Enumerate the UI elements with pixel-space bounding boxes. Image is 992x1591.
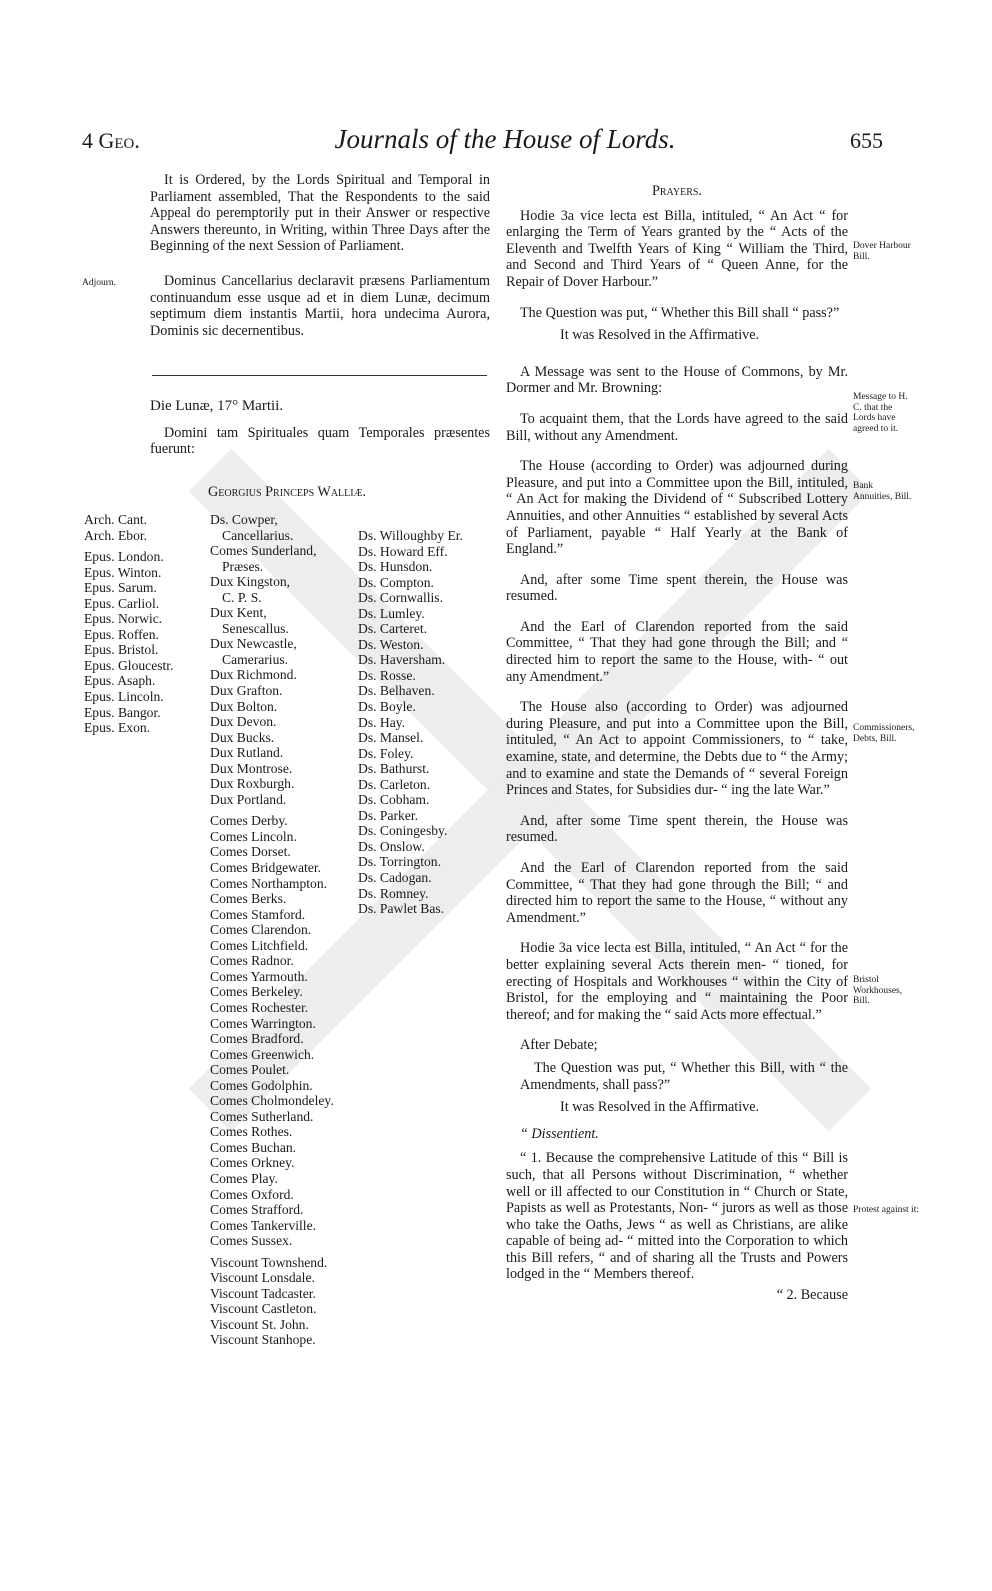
list-item: Dux Richmond. bbox=[210, 667, 297, 683]
list-item: Dux Montrose. bbox=[210, 760, 293, 776]
list-item: Comes Sunderland, bbox=[210, 543, 317, 559]
list-item: Epus. Winton. bbox=[84, 564, 162, 580]
list-item: Comes Derby. bbox=[210, 813, 288, 829]
list-item: Comes Rochester. bbox=[210, 999, 309, 1015]
list-item: Ds. Torrington. bbox=[358, 854, 442, 870]
list-item: Comes Northampton. bbox=[210, 875, 328, 891]
list-item: Ds. Compton. bbox=[358, 574, 434, 590]
list-item: Ds. Foley. bbox=[358, 745, 414, 761]
margin-note-dover: Dover Harbour Bill. bbox=[853, 241, 911, 262]
left-top-block bbox=[150, 172, 490, 353]
list-item: Comes Sutherland. bbox=[210, 1108, 314, 1124]
list-item: Ds. Bathurst. bbox=[358, 761, 430, 777]
catchword: “ 2. Because bbox=[776, 1287, 848, 1304]
list-item: Ds. Carteret. bbox=[358, 621, 428, 637]
list-item: Ds. Willoughby Er. bbox=[358, 528, 463, 543]
list-item: Epus. Lincoln. bbox=[84, 689, 164, 705]
list-item: Epus. Bristol. bbox=[84, 642, 159, 658]
paragraph-commissioners: The House also (according to Order) was adjourned during Pleasure, and put into a Committee upon the Bill, intituled, “ An Act to appoint Commissioners, to “ take, examine, state, and determine, the Debts due to “ the Army; and to examine and state the Demands of “ several Foreign Princes and States, for Subsidies dur- “ ing the late War.” bbox=[506, 699, 848, 799]
list-item: Ds. Pawlet Bas. bbox=[358, 901, 445, 917]
margin-note-bank: Bank Annuities, Bill. bbox=[853, 481, 912, 502]
list-item: Ds. Parker. bbox=[358, 807, 419, 823]
paragraph-report-1: And the Earl of Clarendon reported from the said Committee, “ That they had gone through the Bill; and “ directed him to report the same to the House, with- “ out any Amendment.” bbox=[506, 618, 848, 685]
paragraph-after-debate: After Debate; bbox=[520, 1037, 598, 1054]
list-item: Epus. Exon. bbox=[84, 720, 151, 736]
list-item: Comes Berks. bbox=[210, 891, 287, 907]
session-day: Die Lunæ, 17° Martii. bbox=[150, 398, 284, 414]
list-item: Comes Bradford. bbox=[210, 1031, 304, 1047]
list-item: Ds. Cowper, bbox=[210, 512, 278, 527]
list-item: Epus. Sarum. bbox=[84, 580, 157, 596]
list-item: Epus. London. bbox=[84, 549, 164, 565]
list-item: Ds. Haversham. bbox=[358, 652, 446, 668]
list-item: Ds. Lumley. bbox=[358, 605, 425, 621]
running-head-reign: 4 Geo. bbox=[82, 128, 140, 153]
list-item: Dux Roxburgh. bbox=[210, 776, 295, 792]
list-item: Dux Kingston, bbox=[210, 574, 291, 590]
list-item: Ds. Boyle. bbox=[358, 699, 416, 715]
list-item: Comes Oxford. bbox=[210, 1186, 294, 1202]
list-item: Comes Cholmondeley. bbox=[210, 1093, 334, 1109]
list-item: Ds. Cobham. bbox=[358, 792, 430, 808]
list-item: Viscount Stanhope. bbox=[210, 1332, 316, 1348]
paragraph-question-2: The Question was put, “ Whether this Bill, with “ the Amendments, shall pass?” bbox=[520, 1059, 848, 1093]
list-item: Comes Warrington. bbox=[210, 1015, 316, 1031]
list-item: Ds. Cadogan. bbox=[358, 870, 432, 886]
list-item: Præses. bbox=[222, 558, 264, 574]
margin-note-bristol: Bristol Workhouses, Bill. bbox=[853, 975, 903, 1006]
list-item: Comes Play. bbox=[210, 1170, 278, 1186]
paragraph-bank-annuities: The House (according to Order) was adjourned during Pleasure, and put into a Committee upon the Bill, intituled, “ An Act for making the Dividend of “ Subscribed Lottery Annuities, and other Annuities “ established by several Acts of Parliament, payable “ Half Yearly at the Bank of England.” bbox=[506, 458, 848, 558]
list-item: Comes Greenwich. bbox=[210, 1046, 315, 1062]
list-item: Ds. Cornwallis. bbox=[358, 590, 443, 606]
list-item: Arch. Cant. bbox=[84, 512, 148, 527]
paragraph-resolved: It was Resolved in the Affirmative. bbox=[560, 327, 760, 344]
list-item: Dux Devon. bbox=[210, 714, 277, 730]
page-title: Journals of the House of Lords. bbox=[334, 124, 676, 154]
list-item: Epus. Carliol. bbox=[84, 595, 160, 611]
list-item: Viscount Tadcaster. bbox=[210, 1285, 316, 1301]
list-item: Comes Strafford. bbox=[210, 1202, 304, 1218]
paragraph-resumed-2: And, after some Time spent therein, the House was resumed. bbox=[506, 812, 848, 846]
list-item: Ds. Belhaven. bbox=[358, 683, 435, 699]
list-item: Comes Sussex. bbox=[210, 1233, 293, 1249]
paragraph-protest-reason-1: “ 1. Because the comprehensive Latitude of this “ Bill is such, that all Persons without Discrimination, “ whether well or ill affected to our Constitution in “ Church or State, Papists as well as Protestants, Non- “ jurors as well as those who take the Oaths, Jews “ as well as Christians, are alike capable of being ad- “ mitted into the Corporation to which this Bill refers, “ and of sharing all the Trusts and Powers lodged in the “ Members thereof. bbox=[506, 1150, 848, 1283]
list-item: Dux Bolton. bbox=[210, 698, 278, 714]
list-item: Comes Yarmouth. bbox=[210, 968, 308, 984]
list-item: Ds. Howard Eff. bbox=[358, 543, 448, 559]
list-item: Ds. Romney. bbox=[358, 885, 429, 901]
paragraph-dissentient: “ Dissentient. bbox=[520, 1125, 599, 1142]
list-item: Viscount Townshend. bbox=[210, 1254, 328, 1270]
list-item: Viscount Castleton. bbox=[210, 1301, 317, 1317]
list-item: Epus. Bangor. bbox=[84, 704, 161, 720]
paragraph-bristol-bill: Hodie 3a vice lecta est Billa, intituled, “ An Act “ for the better explaining several Acts therein men- “ tioned, for erecting of Hospitals and Workhouses “ within the City of Bristol, for the employing and “ maintaining the Poor thereof; and for making the “ said Acts more effectual.” bbox=[506, 940, 848, 1023]
list-item: Comes Buchan. bbox=[210, 1139, 297, 1155]
list-item: Dux Portland. bbox=[210, 791, 287, 807]
list-item: Comes Berkeley. bbox=[210, 984, 303, 1000]
margin-note-commissioners: Commissioners, Debts, Bill. bbox=[853, 723, 915, 744]
paragraph-resolved-2: It was Resolved in the Affirmative. bbox=[560, 1099, 760, 1116]
list-item: Dux Newcastle, bbox=[210, 636, 297, 652]
list-item: Dux Kent, bbox=[210, 605, 267, 621]
list-item: Ds. Rosse. bbox=[358, 667, 416, 683]
list-item: Cancellarius. bbox=[222, 527, 294, 543]
list-bishops bbox=[84, 512, 173, 736]
order-paragraph: It is Ordered, by the Lords Spiritual and Temporal in Parliament assembled, That the Respondents to the said Appeal do peremptorily put in their Answer or respective Answers thereunto, in Writing, within Three Days after the Beginning of the next Session of Parliament. bbox=[150, 172, 490, 255]
list-item: Comes Bridgewater. bbox=[210, 860, 321, 876]
list-item: Comes Poulet. bbox=[210, 1062, 290, 1078]
margin-note-message: Message to H. C. that the Lords have agreed to it. bbox=[853, 392, 908, 434]
paragraph-acquaint: To acquaint them, that the Lords have agreed to the said Bill, without any Amendment. bbox=[506, 410, 848, 444]
paragraph-report-2: And the Earl of Clarendon reported from the said Committee, “ That they had gone through the Bill; “ and directed him to report the same to the House, “ without any Amendment.” bbox=[506, 860, 848, 926]
list-item: Epus. Asaph. bbox=[84, 673, 156, 689]
list-item: Epus. Norwic. bbox=[84, 611, 163, 627]
list-item: Dux Rutland. bbox=[210, 745, 284, 761]
list-item: Comes Clarendon. bbox=[210, 922, 312, 938]
paragraph-question: The Question was put, “ Whether this Bill shall “ pass?” bbox=[520, 304, 840, 321]
prayers-heading: Prayers. bbox=[652, 183, 702, 199]
paragraph-dover-bill: Hodie 3a vice lecta est Billa, intituled, “ An Act “ for enlarging the Term of Years granted by the “ Acts of the Eleventh and Twelfth Years of King “ William the Third, and Second and Third Years of “ Queen Anne, for the Repair of Dover Harbour.” bbox=[506, 207, 848, 290]
section-rule bbox=[152, 375, 487, 376]
list-item: Viscount Lonsdale. bbox=[210, 1270, 315, 1286]
list-item: Comes Orkney. bbox=[210, 1155, 295, 1171]
present-line: Domini tam Spirituales quam Temporales præsentes fuerunt: bbox=[150, 424, 490, 458]
list-item: Ds. Hunsdon. bbox=[358, 559, 433, 575]
list-item: Comes Tankerville. bbox=[210, 1217, 317, 1233]
list-item: Comes Stamford. bbox=[210, 906, 306, 922]
list-item: Epus. Gloucestr. bbox=[84, 657, 174, 673]
list-item: Senescallus. bbox=[222, 620, 289, 636]
list-item: Comes Rothes. bbox=[210, 1124, 293, 1140]
paragraph-message: A Message was sent to the House of Commons, by Mr. Dormer and Mr. Browning: bbox=[506, 363, 848, 397]
list-item: Dux Bucks. bbox=[210, 729, 275, 745]
right-column bbox=[506, 183, 848, 1304]
list-item: Comes Lincoln. bbox=[210, 828, 297, 844]
page-number: 655 bbox=[850, 128, 883, 153]
list-item: Epus. Roffen. bbox=[84, 626, 159, 642]
list-barons bbox=[358, 528, 463, 917]
list-item: C. P. S. bbox=[222, 589, 262, 605]
list-item: Dux Grafton. bbox=[210, 683, 283, 699]
prince-of-wales: Georgius Princeps Walliæ. bbox=[208, 484, 367, 500]
list-item: Arch. Ebor. bbox=[84, 527, 148, 543]
list-item: Comes Radnor. bbox=[210, 953, 294, 969]
list-item: Ds. Mansel. bbox=[358, 730, 424, 746]
list-item: Ds. Weston. bbox=[358, 636, 424, 652]
list-item: Ds. Onslow. bbox=[358, 838, 425, 854]
margin-note-adjourn: Adjourn. bbox=[82, 278, 117, 288]
list-item: Ds. Coningesby. bbox=[358, 823, 448, 839]
list-item: Ds. Carleton. bbox=[358, 776, 431, 792]
list-officers-peers bbox=[210, 512, 334, 1348]
adjournment-paragraph: Dominus Cancellarius declaravit præsens Parliamentum continuandum esse usque ad et in diem Lunæ, decimum septimum diem instantis Martii, hora undecima Aurora, Dominis sic decernentibus. bbox=[150, 272, 490, 339]
paragraph-resumed-1: And, after some Time spent therein, the House was resumed. bbox=[506, 571, 848, 605]
list-item: Camerarius. bbox=[222, 651, 289, 667]
margin-note-protest: Protest against it: bbox=[853, 1205, 919, 1215]
session-block bbox=[150, 398, 490, 472]
list-item: Ds. Hay. bbox=[358, 714, 406, 730]
list-item: Comes Godolphin. bbox=[210, 1077, 313, 1093]
list-item: Comes Dorset. bbox=[210, 844, 291, 860]
list-item: Comes Litchfield. bbox=[210, 937, 309, 953]
list-item: Viscount St. John. bbox=[210, 1316, 309, 1332]
